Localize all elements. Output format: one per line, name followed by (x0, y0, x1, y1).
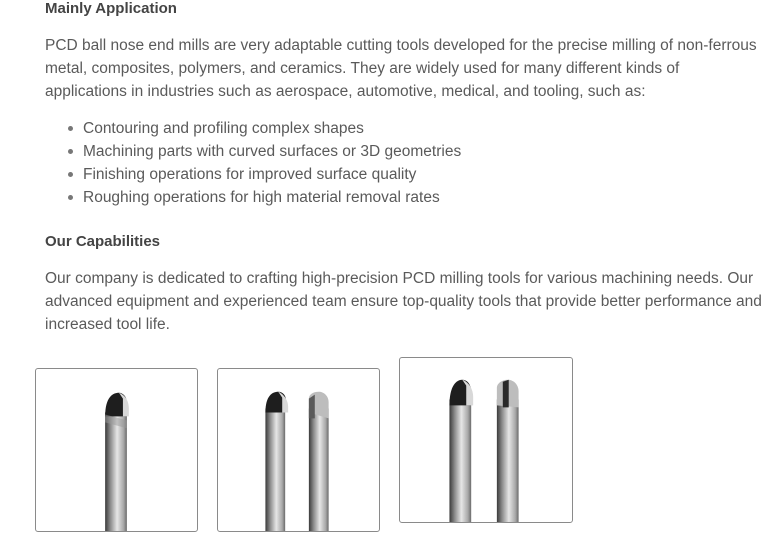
application-bullet-list (66, 117, 461, 209)
list-item: Finishing operations for improved surface quality (66, 163, 461, 186)
bullet-icon (68, 126, 73, 131)
list-item: Contouring and profiling complex shapes (66, 117, 461, 140)
ball-nose-end-mill-pair-image (400, 358, 572, 522)
product-image-3[interactable] (399, 357, 573, 523)
ball-nose-end-mill-pair-image (218, 369, 379, 531)
application-paragraph: PCD ball nose end mills are very adaptable cutting tools developed for the precise milling of non-ferrous metal, composites, polymers, and ceramics. They are widely used for many different kinds of applications in industries such as aerospace, automotive, medical, and tooling, such as: (45, 37, 757, 100)
section-heading-mainly-application: Mainly Application (45, 0, 177, 17)
product-image-2[interactable] (217, 368, 380, 532)
bullet-icon (68, 149, 73, 154)
section-heading-our-capabilities: Our Capabilities (45, 233, 161, 250)
product-image-1[interactable] (35, 368, 198, 532)
ball-nose-end-mill-single-image (36, 369, 197, 531)
list-item: Machining parts with curved surfaces or 3D geometries (66, 140, 461, 163)
bullet-icon (68, 172, 73, 177)
capabilities-paragraph: Our company is dedicated to crafting high-precision PCD milling tools for various machining needs. Our advanced equipment and experienced team ensure top-quality tools that provide better performance and increased tool life. (45, 270, 762, 333)
list-item: Roughing operations for high material removal rates (66, 186, 461, 209)
bullet-icon (68, 195, 73, 200)
